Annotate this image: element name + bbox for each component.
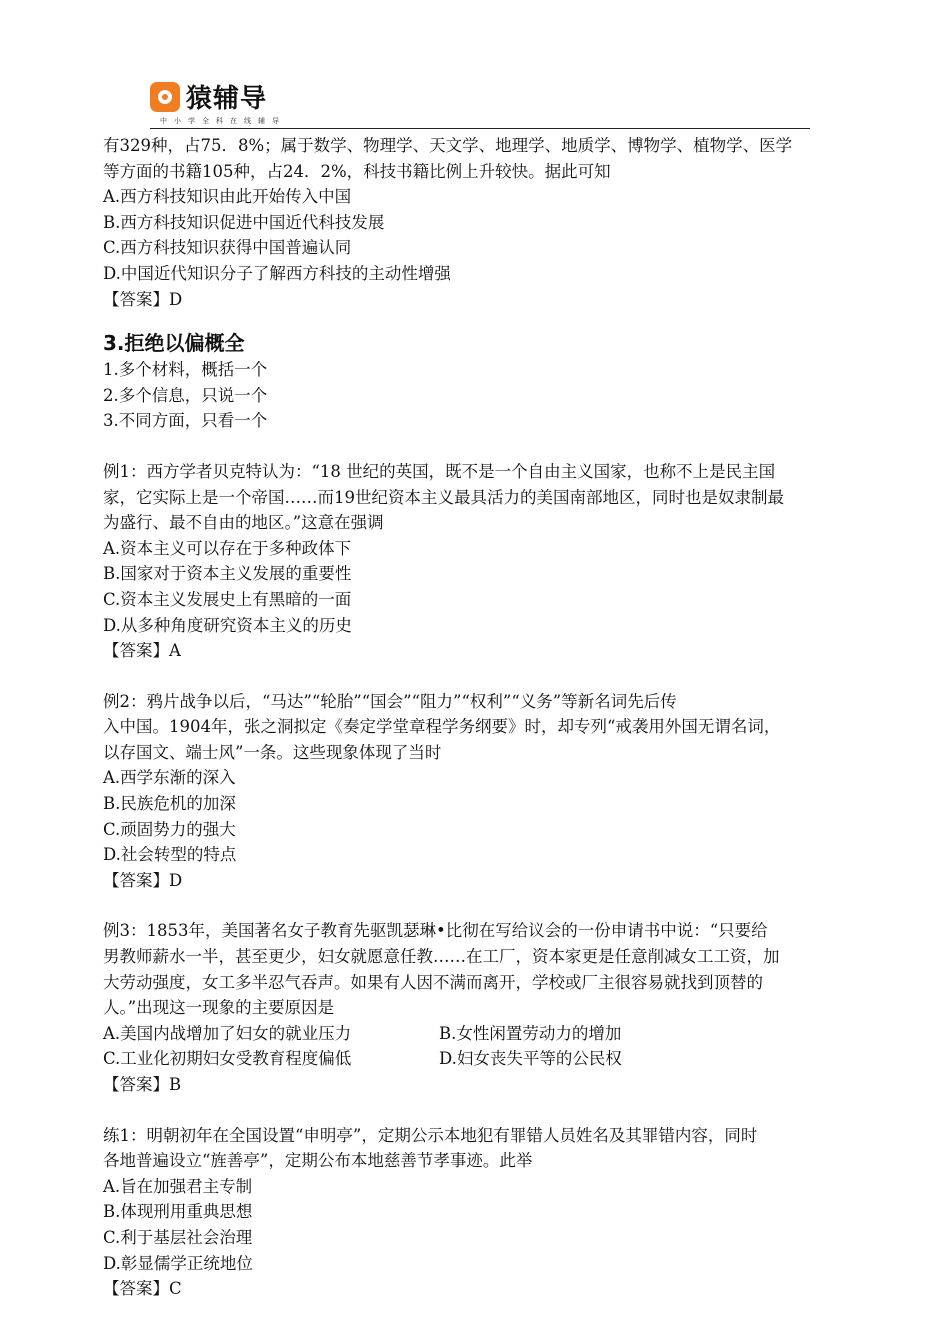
option: A.资本主义可以存在于多种政体下 xyxy=(103,538,352,558)
question-line: 家，它实际上是一个帝国……而19世纪资本主义最具活力的美国南部地区，同时也是奴隶制最 xyxy=(103,487,784,507)
option: C.西方科技知识获得中国普遍认同 xyxy=(103,238,352,258)
header-rule xyxy=(150,128,810,129)
option: B.西方科技知识促进中国近代科技发展 xyxy=(103,212,385,232)
answer: 【答案】C xyxy=(103,1279,182,1299)
option: C.利于基层社会治理 xyxy=(103,1227,253,1247)
question-line: 为盛行、最不自由的地区。”这意在强调 xyxy=(103,513,384,533)
brand-icon xyxy=(150,82,180,112)
option: C.工业化初期妇女受教育程度偏低 xyxy=(103,1049,352,1069)
option-row xyxy=(103,1021,893,1047)
question-line: 例3：1853年，美国著名女子教育先驱凯瑟琳•比彻在写给议会的一份申请书中说：“只要给 xyxy=(103,921,768,941)
option: A.西方科技知识由此开始传入中国 xyxy=(103,187,352,207)
option: A.西学东渐的深入 xyxy=(103,768,236,788)
option-row xyxy=(103,1046,893,1072)
answer: 【答案】D xyxy=(103,289,183,309)
option: D.妇女丧失平等的公民权 xyxy=(439,1049,622,1069)
option: D.社会转型的特点 xyxy=(103,845,237,865)
option: A.旨在加强君主专制 xyxy=(103,1176,253,1196)
option: B.民族危机的加深 xyxy=(103,794,236,814)
question-line: 人。”出现这一现象的主要原因是 xyxy=(103,998,335,1018)
question-line: 练1：明朝初年在全国设置“申明亭”，定期公示本地犯有罪错人员姓名及其罪错内容，同时 xyxy=(103,1125,758,1145)
question-line: 例2：鸦片战争以后，“马达”“轮胎”“国会”“阻力”“权利”“义务”等新名词先后传 xyxy=(103,691,677,711)
option: B.女性闲置劳动力的增加 xyxy=(439,1023,622,1043)
question-line: 以存国文、端士风”一条。这些现象体现了当时 xyxy=(103,742,442,762)
question-line: 大劳动强度，女工多半忍气吞声。如果有人因不满而离开，学校或厂主很容易就找到顶替的 xyxy=(103,972,763,992)
option: C.资本主义发展史上有黑暗的一面 xyxy=(103,589,352,609)
section-point: 1.多个材料，概括一个 xyxy=(103,360,268,380)
page-header xyxy=(150,78,810,130)
document-body xyxy=(103,133,893,1302)
question-line: 例1：西方学者贝克特认为：“18 世纪的英国，既不是一个自由主义国家，也称不上是民主国 xyxy=(103,461,776,481)
question-line: 有329种，占75．8%；属于数学、物理学、天文学、地理学、地质学、博物学、植物学、医学 xyxy=(103,136,793,155)
answer: 【答案】A xyxy=(103,641,181,661)
option: D.彰显儒学正统地位 xyxy=(103,1253,253,1273)
option: B.国家对于资本主义发展的重要性 xyxy=(103,564,352,584)
question-line: 男教师薪水一半，甚至更少，妇女就愿意任教……在工厂，资本家更是任意削减女工工资，加 xyxy=(103,947,780,967)
brand-name: 猿辅导 xyxy=(186,84,268,114)
option: C.顽固势力的强大 xyxy=(103,819,236,839)
brand-logo xyxy=(150,78,810,115)
section-heading: 3.拒绝以偏概全 xyxy=(103,331,245,356)
option: D.从多种角度研究资本主义的历史 xyxy=(103,615,352,635)
question-line: 入中国。1904年，张之洞拟定《奏定学堂章程学务纲要》时，却专列“戒袭用外国无谓名词， xyxy=(103,717,781,737)
answer: 【答案】B xyxy=(103,1075,182,1094)
brand-tagline: 中小学全科在线辅导 xyxy=(160,117,286,125)
option: A.美国内战增加了妇女的就业压力 xyxy=(103,1023,352,1043)
question-line: 各地普遍设立“旌善亭”，定期公布本地慈善节孝事迹。此举 xyxy=(103,1151,533,1171)
question-line: 等方面的书籍105种，占24．2%，科技书籍比例上升较快。据此可知 xyxy=(103,161,611,181)
option: B.体现刑用重典思想 xyxy=(103,1202,253,1222)
option: D.中国近代知识分子了解西方科技的主动性增强 xyxy=(103,263,451,283)
section-point: 3.不同方面，只看一个 xyxy=(103,411,268,431)
section-point: 2.多个信息，只说一个 xyxy=(103,385,268,405)
answer: 【答案】D xyxy=(103,870,183,890)
